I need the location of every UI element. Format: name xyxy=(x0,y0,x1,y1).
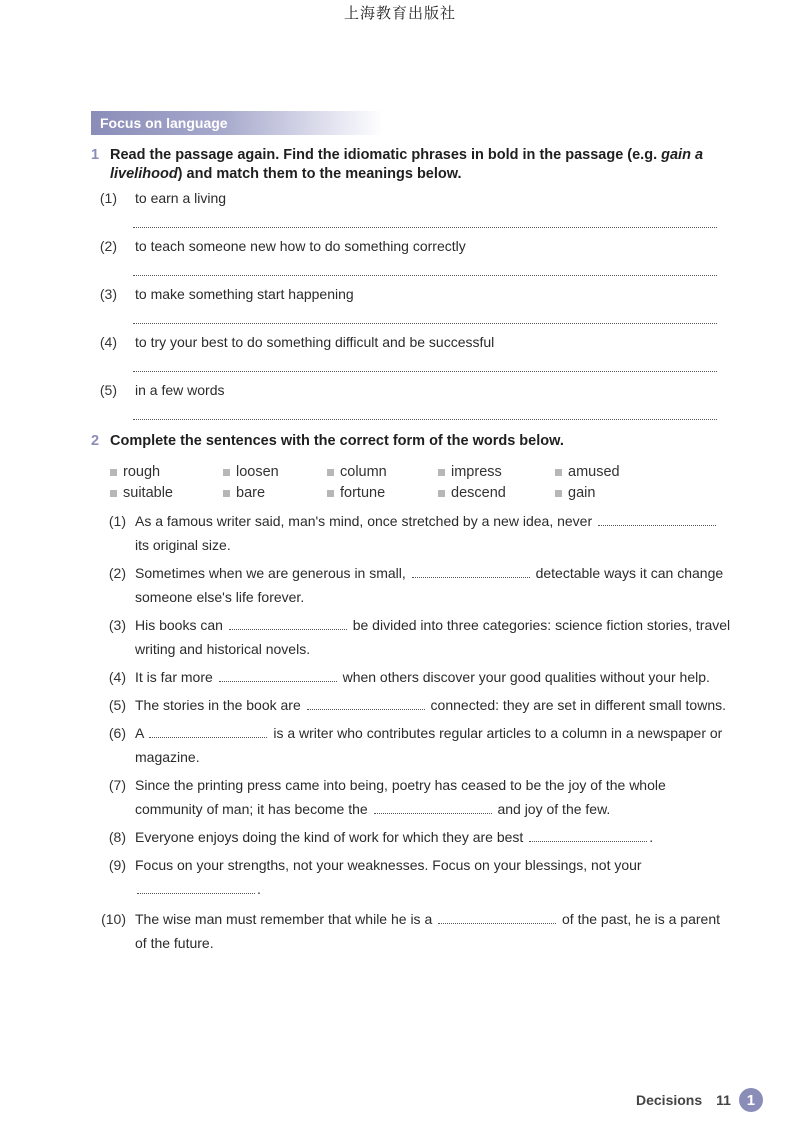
sentence-number: (2) xyxy=(108,565,126,581)
answer-blank[interactable] xyxy=(229,617,347,630)
sentence-item: (5) The stories in the book are connected: they are set in different small towns. xyxy=(91,693,731,717)
answer-line[interactable] xyxy=(133,371,717,372)
sentence-number: (8) xyxy=(108,829,126,845)
sentence-number: (9) xyxy=(108,857,126,873)
bullet-square-icon xyxy=(555,490,562,497)
word-bank-item: impress xyxy=(438,464,555,480)
answer-blank[interactable] xyxy=(598,513,716,526)
answer-blank[interactable] xyxy=(307,697,425,710)
answer-line[interactable] xyxy=(133,419,717,420)
answer-blank[interactable] xyxy=(149,725,267,738)
question-item xyxy=(91,237,731,256)
word-bank-item: column xyxy=(327,464,438,480)
instruction-text: Complete the sentences with the correct form of the words below. xyxy=(110,433,564,449)
exercise-2 xyxy=(91,432,731,955)
answer-blank[interactable] xyxy=(438,911,556,924)
question-number: (2) xyxy=(99,238,117,254)
answer-blank[interactable] xyxy=(219,669,337,682)
answer-blank[interactable] xyxy=(374,801,492,814)
word-bank-item: amused xyxy=(555,464,665,480)
question-number: (1) xyxy=(99,190,117,206)
sentence-number: (7) xyxy=(108,777,126,793)
sentence-item: (9) Focus on your strengths, not your weaknesses. Focus on your blessings, not your . xyxy=(91,853,731,901)
bullet-square-icon xyxy=(223,490,230,497)
sentence-item: (1) As a famous writer said, man's mind, once stretched by a new idea, never its original size. xyxy=(91,509,731,557)
word-bank-item: descend xyxy=(438,485,555,501)
word-bank-item: rough xyxy=(110,464,223,480)
answer-line[interactable] xyxy=(133,323,717,324)
word-bank-item: loosen xyxy=(223,464,327,480)
question-text: to earn a living xyxy=(135,190,227,206)
question-number: (5) xyxy=(99,382,117,398)
word-bank xyxy=(110,464,731,501)
bullet-square-icon xyxy=(110,490,117,497)
sentence-number: (1) xyxy=(108,513,126,529)
sentence-number: (4) xyxy=(108,669,126,685)
sentence-item: (8) Everyone enjoys doing the kind of work for which they are best . xyxy=(91,825,731,849)
unit-number-badge: 1 xyxy=(739,1088,763,1112)
question-text: in a few words xyxy=(135,382,225,398)
bullet-square-icon xyxy=(438,490,445,497)
word-bank-item: gain xyxy=(555,485,665,501)
sentence-number: (10) xyxy=(101,911,126,927)
instruction-example: gain a livelihood xyxy=(110,147,704,182)
question-text: to try your best to do something difficult and be successful xyxy=(135,334,495,350)
bullet-square-icon xyxy=(438,469,445,476)
exercise-1 xyxy=(91,146,731,400)
question-item xyxy=(91,285,731,304)
exercise-number: 2 xyxy=(91,433,100,449)
instruction-part: Read the passage again. Find the idiomatic phrases in bold in the passage (e.g. xyxy=(110,147,662,163)
sentence-item: (4) It is far more when others discover your good qualities without your help. xyxy=(91,665,731,689)
word-bank-item: fortune xyxy=(327,485,438,501)
bullet-square-icon xyxy=(110,469,117,476)
exercise-2-instruction xyxy=(91,432,731,451)
sentence-number: (3) xyxy=(108,617,126,633)
question-text: to make something start happening xyxy=(135,286,354,302)
exercise-number: 1 xyxy=(91,147,100,163)
unit-title: Decisions xyxy=(636,1092,703,1108)
sentence-number: (6) xyxy=(108,725,126,741)
sentence-item: (10) The wise man must remember that while he is a of the past, he is a parent of the future. xyxy=(91,907,731,955)
bullet-square-icon xyxy=(327,490,334,497)
bullet-square-icon xyxy=(223,469,230,476)
section-title: Focus on language xyxy=(91,111,383,135)
sentence-item: (7) Since the printing press came into being, poetry has ceased to be the joy of the whole community of man; it has become the and joy of the few. xyxy=(91,773,731,821)
answer-blank[interactable] xyxy=(529,829,647,842)
question-number: (3) xyxy=(99,286,117,302)
page-footer xyxy=(636,1088,763,1112)
question-item xyxy=(91,333,731,352)
question-item xyxy=(91,189,731,208)
bullet-square-icon xyxy=(327,469,334,476)
answer-blank[interactable] xyxy=(137,881,255,894)
page-number: 11 xyxy=(716,1092,731,1108)
question-number: (4) xyxy=(99,334,117,350)
sentence-number: (5) xyxy=(108,697,126,713)
word-bank-item: bare xyxy=(223,485,327,501)
sentence-item: (2) Sometimes when we are generous in small, detectable ways it can change someone else's life forever. xyxy=(91,561,731,609)
bullet-square-icon xyxy=(555,469,562,476)
sentence-item: (6) A is a writer who contributes regular articles to a column in a newspaper or magazine. xyxy=(91,721,731,769)
exercise-1-instruction xyxy=(91,146,731,184)
answer-line[interactable] xyxy=(133,227,717,228)
instruction-part: ) and match them to the meanings below. xyxy=(177,166,462,182)
answer-line[interactable] xyxy=(133,275,717,276)
question-item xyxy=(91,381,731,400)
question-text: to teach someone new how to do something correctly xyxy=(135,238,466,254)
word-bank-item: suitable xyxy=(110,485,223,501)
answer-blank[interactable] xyxy=(412,565,530,578)
sentence-item: (3) His books can be divided into three categories: science fiction stories, travel writing and historical novels. xyxy=(91,613,731,661)
publisher-name: 上海教育出版社 xyxy=(343,4,456,22)
